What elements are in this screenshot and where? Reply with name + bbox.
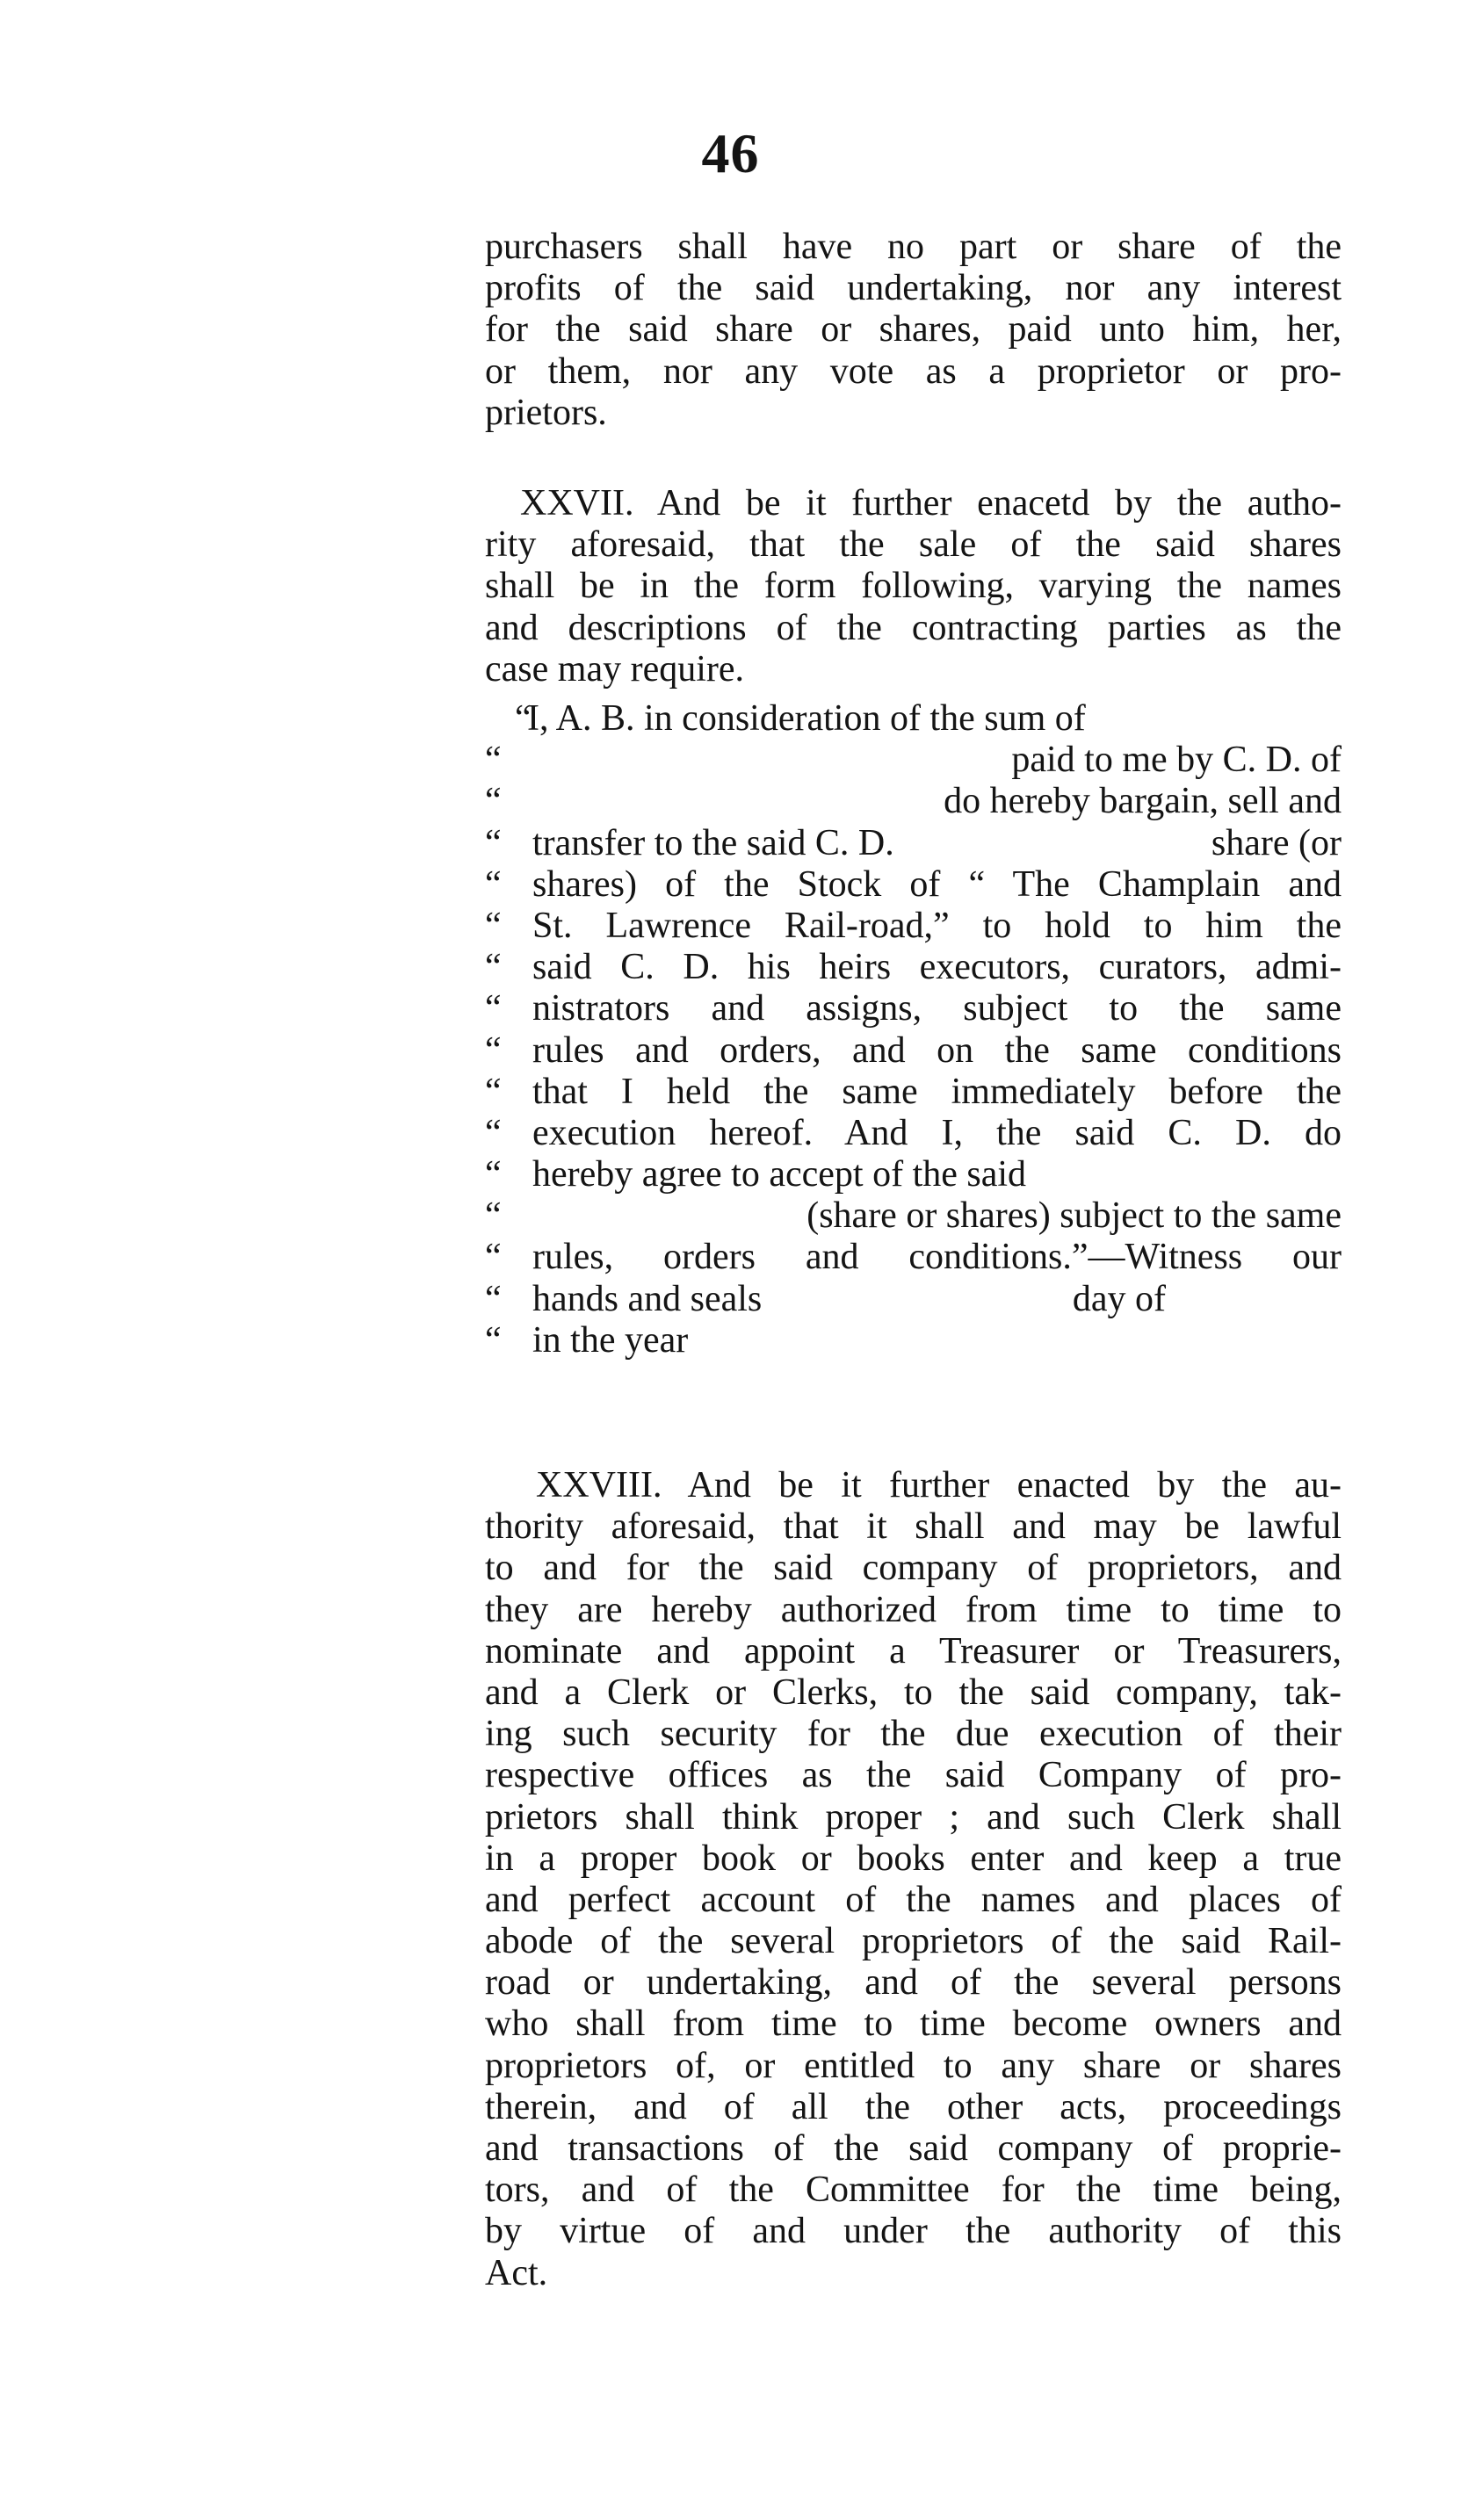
form-line: [485, 1154, 1342, 1195]
text-line: therein, and of all the other acts, proceedings: [485, 2086, 1342, 2127]
form-line-text: (share or shares) subject to the same: [806, 1195, 1342, 1237]
form-line-text: paid to me by C. D. of: [1011, 740, 1342, 781]
form-line: [485, 1195, 1342, 1237]
form-line: [485, 698, 1342, 740]
text-line: XXVIII. And be it further enacted by the au-: [536, 1465, 1342, 1506]
open-quote: “: [485, 988, 502, 1029]
open-quote: “: [515, 698, 532, 739]
text-line: or them, nor any vote as a proprietor or pro-: [485, 350, 1342, 392]
text-line: respective offices as the said Company of pro-: [485, 1755, 1342, 1796]
form-line-text: said C. D. his heirs executors, curators, admi-: [532, 947, 1342, 988]
form-line-text: [532, 823, 1342, 864]
form-line: [485, 1030, 1342, 1072]
section-27-paragraph: [485, 483, 1342, 690]
open-quote: “: [485, 947, 502, 988]
form-line: [485, 947, 1342, 988]
form-line-text: rules and orders, and on the same conditions: [532, 1029, 1342, 1071]
form-line-text: do hereby bargain, sell and: [944, 781, 1342, 822]
open-quote: “: [485, 863, 502, 905]
open-quote: “: [485, 1319, 502, 1361]
form-line: [485, 740, 1342, 781]
text-line: and descriptions of the contracting parties as the: [485, 607, 1342, 648]
text-line: shall be in the form following, varying the names: [485, 566, 1342, 607]
form-line: [485, 988, 1342, 1029]
form-line-segment: day of: [1072, 1278, 1166, 1319]
text-line: road or undertaking, and of the several persons: [485, 1962, 1342, 2004]
form-line: [485, 1320, 1342, 1361]
form-line-segment: transfer to the said C. D.: [532, 822, 894, 863]
sale-form: [485, 698, 1342, 1361]
form-line-text: hereby agree to accept of the said: [532, 1154, 1027, 1195]
text-line: ing such security for the due execution of their: [485, 1714, 1342, 1755]
form-line: [485, 864, 1342, 906]
open-quote: “: [485, 822, 502, 863]
text-line: by virtue of and under the authority of this: [485, 2211, 1342, 2252]
form-line-text: nistrators and assigns, subject to the same: [532, 988, 1342, 1029]
form-line: [485, 823, 1342, 864]
form-line: [485, 1237, 1342, 1278]
text-line: thority aforesaid, that it shall and may be lawful: [485, 1506, 1342, 1548]
text-line: abode of the several proprietors of the said Rail-: [485, 1921, 1342, 1962]
form-line-text: rules, orders and conditions.”—Witness our: [532, 1237, 1342, 1278]
text-line: prietors.: [485, 392, 607, 433]
open-quote: “: [485, 1071, 502, 1112]
text-line: to and for the said company of proprietors, and: [485, 1548, 1342, 1589]
form-line: [485, 1279, 1342, 1320]
text-line: and a Clerk or Clerks, to the said company, tak-: [485, 1672, 1342, 1713]
open-quote: “: [485, 1195, 502, 1237]
text-line: prietors shall think proper ; and such Clerk shall: [485, 1796, 1342, 1838]
form-line-text: that I held the same immediately before the: [532, 1071, 1342, 1112]
open-quote: “: [485, 740, 502, 781]
form-line-text: [532, 1279, 1166, 1320]
text-line: and perfect account of the names and places of: [485, 1879, 1342, 1920]
form-line: [485, 1113, 1342, 1154]
form-line-text: I, A. B. in consideration of the sum of: [527, 698, 1086, 739]
text-line: and transactions of the said company of proprie-: [485, 2128, 1342, 2169]
open-quote: “: [485, 1029, 502, 1071]
form-line-text: in the year: [532, 1319, 689, 1361]
open-quote: “: [485, 905, 502, 946]
text-line: tors, and of the Committee for the time being,: [485, 2170, 1342, 2211]
page-number: 46: [701, 122, 760, 184]
open-quote: “: [485, 1112, 502, 1153]
text-line: nominate and appoint a Treasurer or Treasurers,: [485, 1630, 1342, 1672]
open-quote: “: [485, 1154, 502, 1195]
open-quote: “: [485, 1278, 502, 1319]
text-line: they are hereby authorized from time to time to: [485, 1589, 1342, 1630]
form-line-segment: hands and seals: [532, 1278, 763, 1319]
form-line-text: shares) of the Stock of “ The Champlain and: [532, 863, 1342, 905]
continuation-paragraph: [485, 227, 1342, 434]
form-line: [485, 1072, 1342, 1113]
form-line: [485, 781, 1342, 822]
text-line: in a proper book or books enter and keep a true: [485, 1838, 1342, 1879]
text-line: proprietors of, or entitled to any share or shares: [485, 2045, 1342, 2086]
form-line: [485, 906, 1342, 947]
text-line: who shall from time to time become owners and: [485, 2004, 1342, 2045]
section-28-paragraph: [485, 1465, 1342, 2294]
open-quote: “: [485, 1237, 502, 1278]
text-line: for the said share or shares, paid unto him, her,: [485, 309, 1342, 350]
form-line-text: execution hereof. And I, the said C. D. do: [532, 1112, 1342, 1153]
text-line: profits of the said undertaking, nor any interest: [485, 268, 1342, 309]
form-line-text: St. Lawrence Rail-road,” to hold to him the: [532, 905, 1342, 946]
text-line: Act.: [485, 2252, 548, 2293]
text-line: rity aforesaid, that the sale of the said shares: [485, 524, 1342, 566]
open-quote: “: [485, 781, 502, 822]
text-line: case may require.: [485, 648, 745, 690]
text-line: XXVII. And be it further enacetd by the autho-: [520, 483, 1342, 523]
form-line-segment: share (or: [1211, 822, 1342, 863]
text-line: purchasers shall have no part or share of the: [485, 227, 1342, 267]
